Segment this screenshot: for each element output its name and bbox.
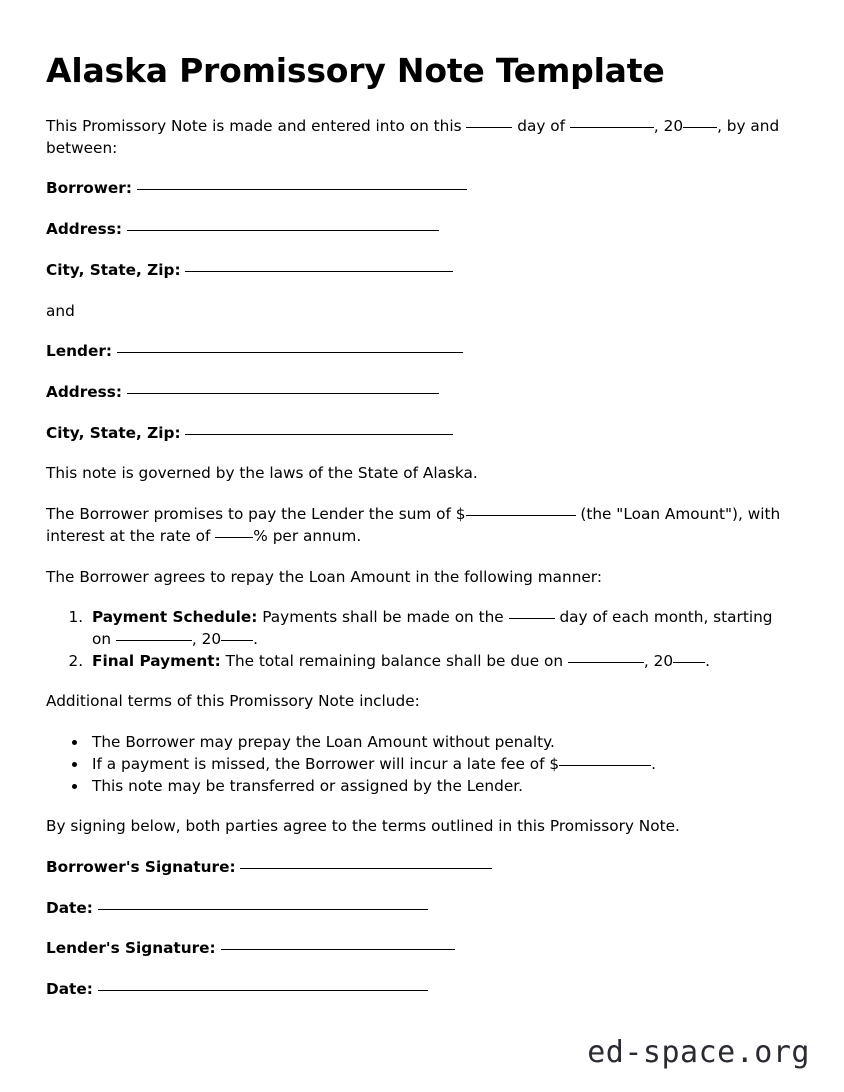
borrower-signature-blank[interactable] [240,856,492,869]
term-prepay-text: The Borrower may prepay the Loan Amount without penalty. [92,733,555,752]
borrower-address-row [46,219,786,241]
conjunction-and: and [46,301,75,320]
intro-month-blank[interactable] [570,116,654,128]
borrower-address-label: Address: [46,220,122,239]
additional-terms-intro: Additional terms of this Promissory Note include: [46,692,420,711]
repayment-list [46,607,786,672]
final-payment-label: Final Payment: [92,651,221,670]
payment-start-month-blank[interactable] [116,629,192,641]
lender-signature-blank[interactable] [221,937,455,950]
term-late-fee-part2: . [651,754,656,773]
term-transfer-text: This note may be transferred or assigned by the Lender. [92,776,523,795]
lender-city-row [46,423,786,445]
lender-date-row [46,979,786,1001]
loan-sum-part3: % per annum. [253,526,362,545]
lender-address-label: Address: [46,382,122,401]
loan-sum-part2: (the "Loan Amount"), with interest at the rate of [46,505,781,545]
loan-amount-blank[interactable] [466,504,576,516]
payment-schedule-part4: . [253,630,258,648]
payment-day-blank[interactable] [509,607,555,619]
intro-text-part2: day of [512,116,570,135]
final-payment-part1: The total remaining balance shall be due on [220,651,568,670]
list-item [88,607,786,650]
borrower-name-label: Borrower: [46,179,132,198]
borrower-city-label: City, State, Zip: [46,260,181,279]
intro-text-part3: , 20 [653,116,684,135]
additional-terms-list [46,732,786,797]
lender-date-blank[interactable] [98,978,428,991]
list-item [88,776,786,798]
lender-name-blank[interactable] [117,340,463,353]
interest-rate-blank[interactable] [215,526,253,538]
final-payment-month-blank[interactable] [568,651,644,663]
lender-address-row [46,382,786,404]
lender-name-label: Lender: [46,342,112,361]
lender-name-row [46,341,786,363]
borrower-date-row [46,898,786,920]
borrower-city-blank[interactable] [185,259,453,272]
final-payment-part3: . [705,651,710,670]
lender-city-label: City, State, Zip: [46,423,181,442]
borrower-city-row [46,260,786,282]
signing-statement-paragraph: By signing below, both parties agree to the terms outlined in this Promissory Note. [46,817,680,836]
borrower-signature-row [46,857,786,879]
list-item [88,754,786,776]
intro-day-blank[interactable] [466,116,512,128]
lender-signature-label: Lender's Signature: [46,939,216,958]
intro-text-part4: , by and between: [46,116,780,157]
intro-text-part1: This Promissory Note is made and entered into on this [46,116,467,135]
final-payment-part2: , 20 [643,651,674,670]
list-item [88,651,786,673]
intro-year-blank[interactable] [683,116,717,128]
borrower-date-blank[interactable] [98,897,428,910]
document-content [46,52,786,1020]
payment-schedule-part1: Payments shall be made on the [257,608,509,627]
late-fee-blank[interactable] [559,754,651,766]
payment-schedule-label: Payment Schedule: [92,608,258,627]
site-watermark: ed-space.org [587,1035,810,1070]
term-late-fee-part1: If a payment is missed, the Borrower will incur a late fee of $ [92,754,560,773]
lender-city-blank[interactable] [185,422,453,435]
payment-schedule-part2: day of each month, starting on [92,608,773,648]
borrower-address-blank[interactable] [127,218,439,231]
intro-paragraph [46,116,786,159]
loan-sum-part1: The Borrower promises to pay the Lender the sum of $ [46,505,466,524]
governing-law-paragraph: This note is governed by the laws of the State of Alaska. [46,464,478,483]
borrower-signature-label: Borrower's Signature: [46,858,236,877]
signature-block [46,857,786,1001]
page-title: Alaska Promissory Note Template [46,51,665,90]
borrower-name-row [46,178,786,200]
lender-address-blank[interactable] [127,381,439,394]
payment-start-year-blank[interactable] [221,629,253,641]
payment-schedule-part3: , 20 [191,630,222,648]
list-item [88,732,786,754]
borrower-date-label: Date: [46,898,93,917]
final-payment-year-blank[interactable] [673,651,705,663]
repayment-intro-paragraph: The Borrower agrees to repay the Loan Amount in the following manner: [46,567,602,586]
lender-date-label: Date: [46,980,93,999]
loan-sum-paragraph [46,504,786,547]
borrower-name-blank[interactable] [137,177,467,190]
lender-signature-row [46,938,786,960]
